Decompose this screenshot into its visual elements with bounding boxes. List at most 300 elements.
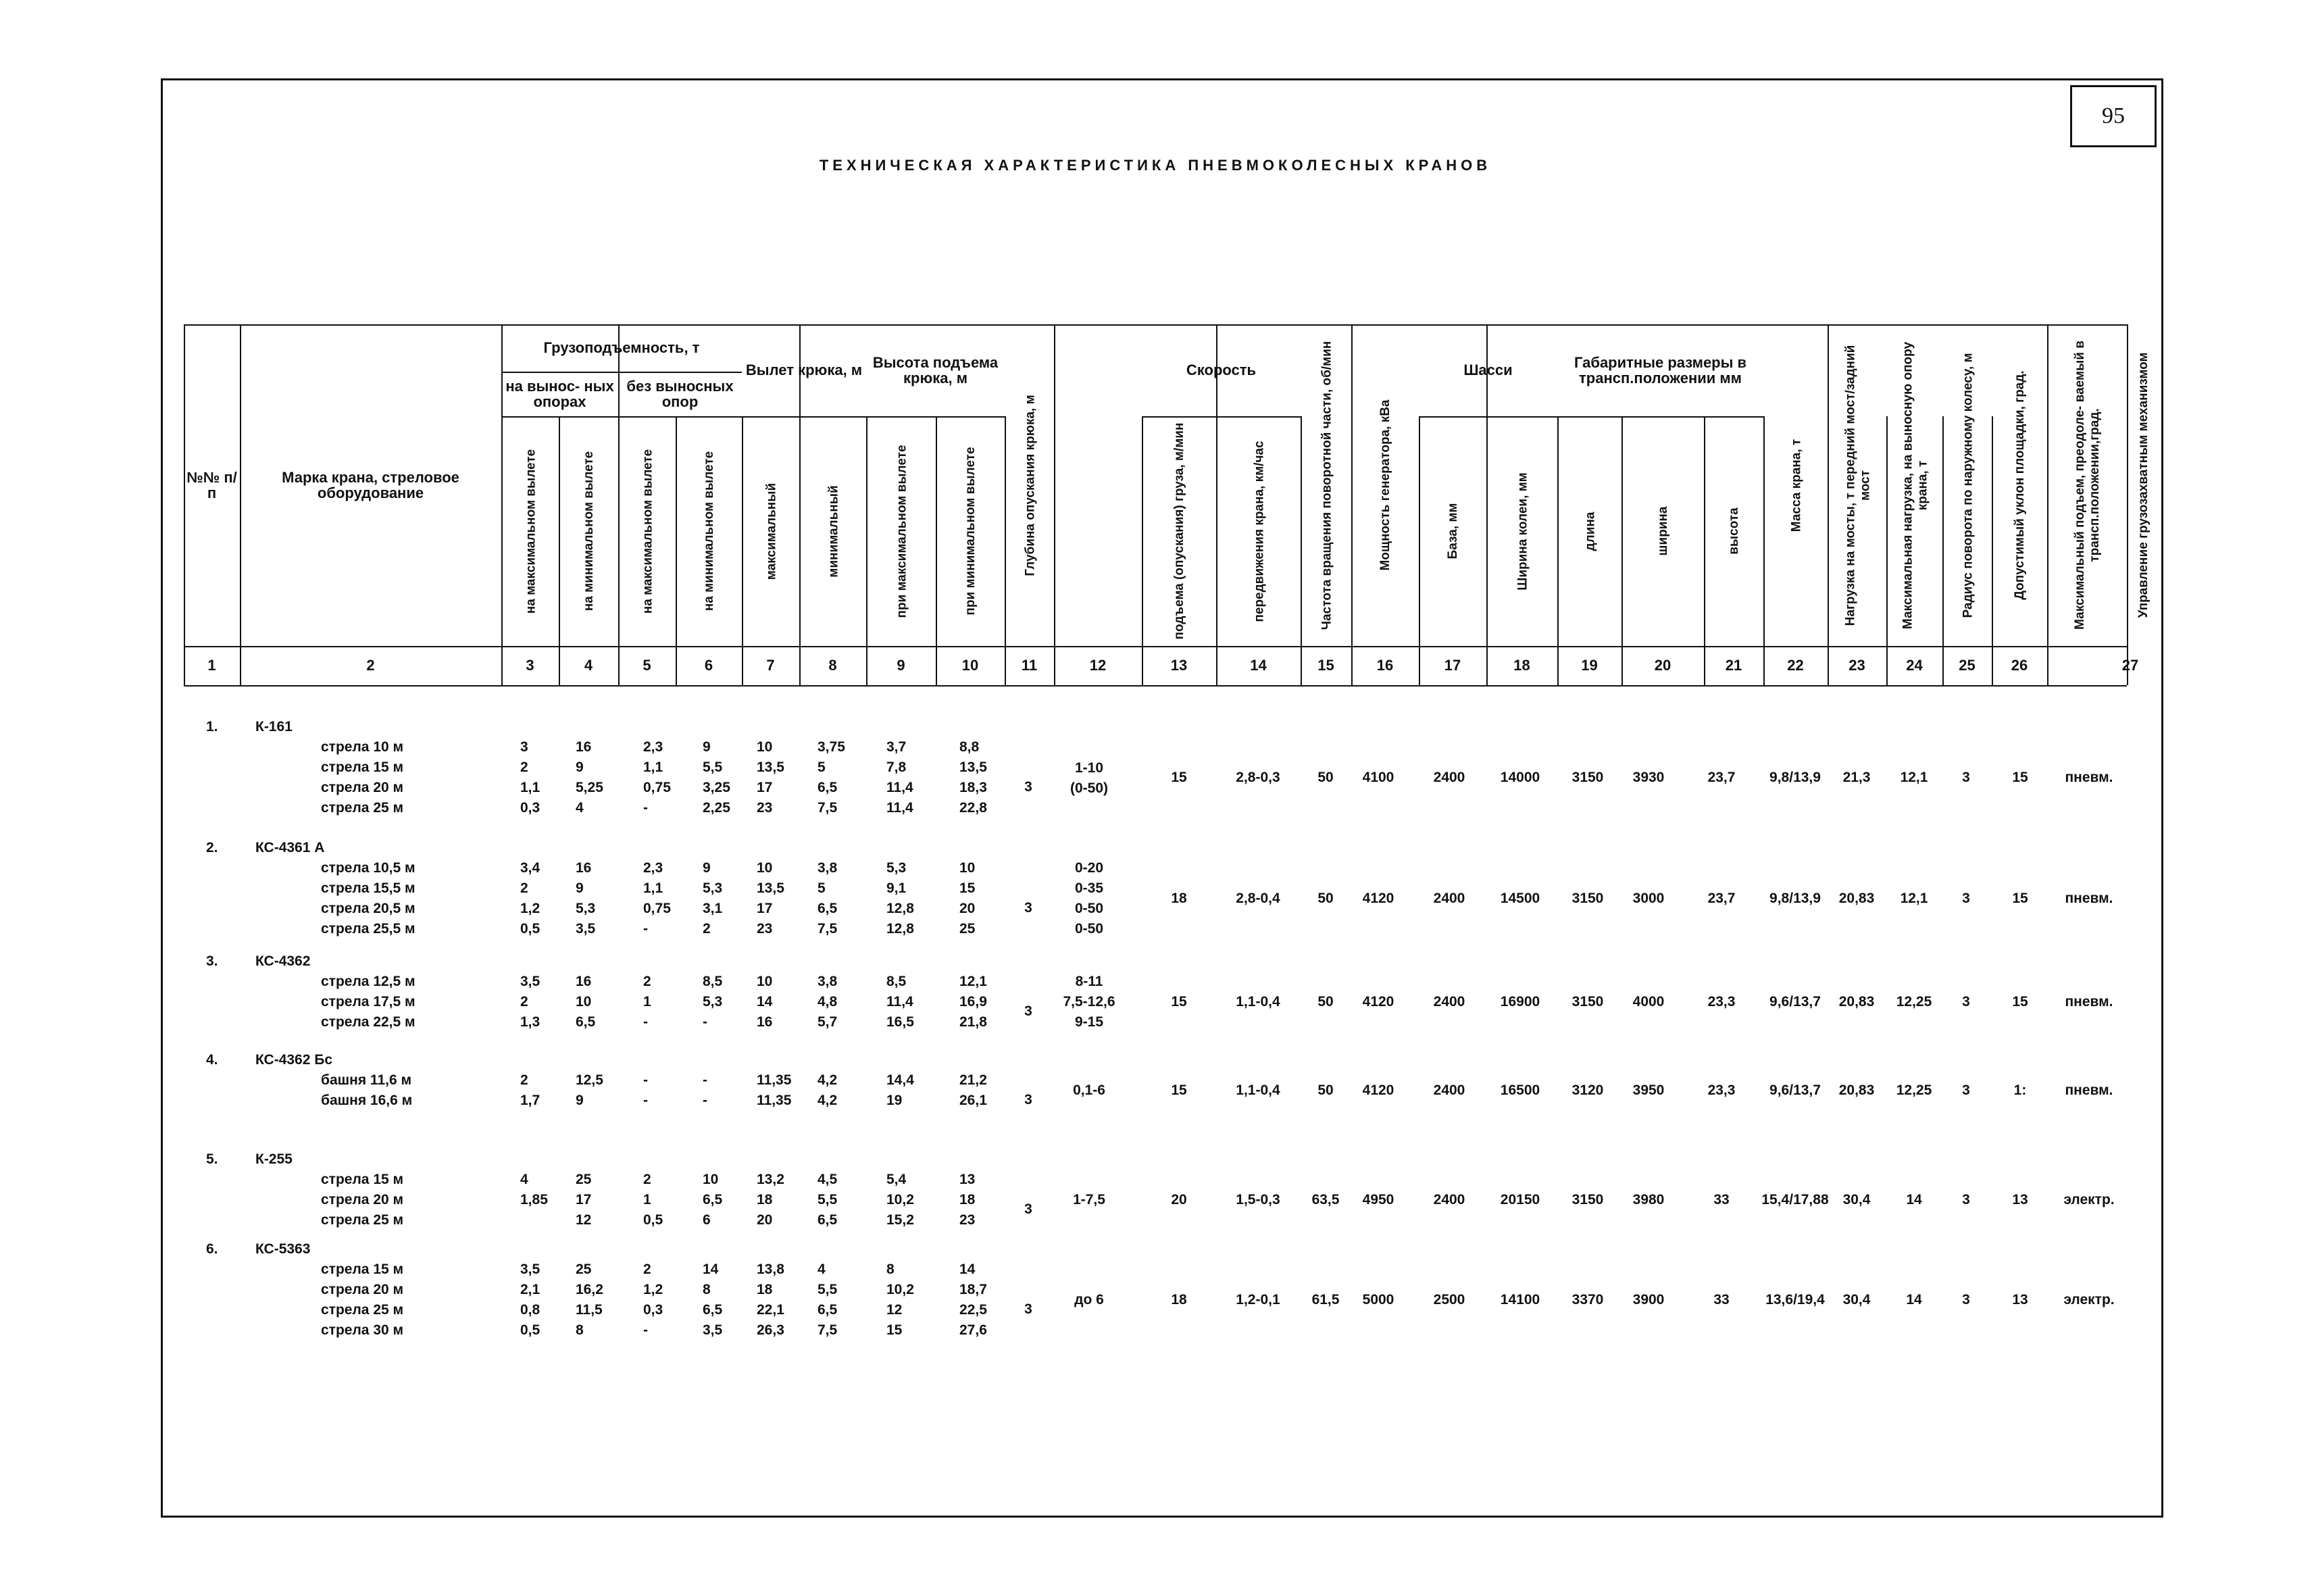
crane-model: К-255 bbox=[255, 1151, 293, 1167]
speed-bottom-line bbox=[1142, 416, 1301, 418]
boom-value: 13 bbox=[959, 1172, 976, 1187]
header-capacity: Грузоподъемность, т bbox=[543, 339, 700, 357]
boom-value: - bbox=[643, 1014, 648, 1030]
boom-value: 19 bbox=[886, 1093, 903, 1108]
boom-value: 12,8 bbox=[886, 921, 914, 937]
boom-value: - bbox=[703, 1072, 707, 1088]
boom-value: 2 bbox=[643, 1172, 651, 1187]
boom-value: 3,5 bbox=[703, 1322, 723, 1338]
boom-value: 17 bbox=[576, 1192, 592, 1207]
crane-power: 50 bbox=[1317, 891, 1334, 906]
page-number: 95 bbox=[2070, 85, 2157, 147]
boom-value: 3,8 bbox=[818, 860, 838, 876]
header-chassis: Шасси bbox=[1463, 361, 1513, 379]
header-num: №№ п/п bbox=[186, 468, 237, 501]
column-number: 14 bbox=[1250, 657, 1267, 674]
crane-rot: 2,8-0,3 bbox=[1236, 770, 1280, 785]
boom-value: 23 bbox=[959, 1212, 976, 1228]
crane-slope: 3 bbox=[1962, 770, 1970, 785]
boom-value: 13,5 bbox=[757, 759, 784, 775]
crane-outrig: 20,83 bbox=[1838, 994, 1875, 1009]
boom-value: 2 bbox=[520, 1072, 528, 1088]
boom-value: 10 bbox=[757, 739, 773, 755]
lift-speed: 0-20 bbox=[1074, 860, 1104, 876]
boom-value: 7,8 bbox=[886, 759, 907, 775]
boom-value: 4 bbox=[520, 1172, 528, 1187]
lift-speed: 7,5-12,6 bbox=[1063, 994, 1115, 1009]
boom-label: башня 16,6 м bbox=[321, 1093, 413, 1108]
crane-climb: 13 bbox=[2012, 1292, 2028, 1307]
crane-hei: 3930 bbox=[1632, 770, 1665, 785]
crane-rot: 2,8-0,4 bbox=[1236, 891, 1280, 906]
crane-axle: 9,6/13,7 bbox=[1769, 1082, 1821, 1098]
boom-value: - bbox=[643, 921, 648, 937]
crane-slope: 3 bbox=[1962, 891, 1970, 906]
crane-mass: 23,7 bbox=[1707, 891, 1736, 906]
column-number: 12 bbox=[1089, 657, 1107, 674]
crane-radius: 14 bbox=[1906, 1292, 1922, 1307]
header-c18: длина bbox=[1582, 512, 1597, 551]
boom-value: 5,3 bbox=[886, 860, 907, 876]
crane-travel: 18 bbox=[1171, 1292, 1187, 1307]
boom-value: 3,5 bbox=[520, 1262, 540, 1277]
crane-model: КС-4362 bbox=[255, 953, 311, 969]
boom-value: 10 bbox=[959, 860, 976, 876]
boom-value: - bbox=[703, 1093, 707, 1108]
header-c9: при максимальном вылете bbox=[894, 444, 909, 618]
crane-axle: 15,4/17,88 bbox=[1761, 1192, 1829, 1207]
boom-value: 11,5 bbox=[576, 1302, 603, 1318]
boom-value: 0,8 bbox=[520, 1302, 540, 1318]
boom-value: 8,5 bbox=[886, 974, 907, 989]
boom-value: 4,5 bbox=[818, 1172, 838, 1187]
crane-axle: 13,6/19,4 bbox=[1765, 1292, 1825, 1307]
header-c16: База, мм bbox=[1446, 503, 1461, 559]
column-number: 8 bbox=[828, 657, 837, 674]
header-c21: Масса крана, т bbox=[1788, 439, 1803, 532]
column-number: 15 bbox=[1317, 657, 1334, 674]
boom-value: 26,1 bbox=[959, 1093, 987, 1108]
hook-depth: 3 bbox=[1024, 779, 1032, 795]
crane-rot: 1,1-0,4 bbox=[1236, 994, 1280, 1009]
crane-rot: 1,5-0,3 bbox=[1236, 1192, 1280, 1207]
crane-number: 1. bbox=[206, 719, 218, 734]
boom-label: стрела 25 м bbox=[321, 1302, 404, 1318]
boom-value: 2 bbox=[643, 974, 651, 989]
header-lift-height: Высота подъема крюка, м bbox=[872, 353, 999, 386]
crane-base: 4100 bbox=[1362, 770, 1394, 785]
lift-speed: 1-7,5 bbox=[1073, 1192, 1105, 1207]
crane-hei: 3980 bbox=[1632, 1192, 1665, 1207]
crane-climb: 15 bbox=[2012, 891, 2028, 906]
boom-value: 2,3 bbox=[643, 860, 663, 876]
boom-value: 18 bbox=[757, 1282, 773, 1297]
crane-ctrl: пневм. bbox=[2065, 1082, 2113, 1098]
crane-wid: 3120 bbox=[1571, 1082, 1604, 1098]
crane-model: КС-5363 bbox=[255, 1241, 311, 1257]
hook-depth: 3 bbox=[1024, 1003, 1032, 1019]
crane-axle: 9,6/13,7 bbox=[1769, 994, 1821, 1009]
crane-model: КС-4362 Бс bbox=[255, 1052, 333, 1068]
lift-speed: 8-11 bbox=[1075, 974, 1103, 989]
boom-value: 15 bbox=[886, 1322, 903, 1338]
crane-number: 6. bbox=[206, 1241, 218, 1257]
crane-track: 2400 bbox=[1433, 770, 1465, 785]
column-number: 24 bbox=[1906, 657, 1923, 674]
boom-value: 5,5 bbox=[703, 759, 723, 775]
boom-value: 18,3 bbox=[959, 780, 987, 795]
crane-len: 14100 bbox=[1500, 1292, 1540, 1307]
crane-model: К-161 bbox=[255, 719, 293, 734]
crane-ctrl: пневм. bbox=[2065, 891, 2113, 906]
boom-value: 6,5 bbox=[576, 1014, 596, 1030]
boom-value: 8 bbox=[576, 1322, 584, 1338]
boom-value: 16,5 bbox=[886, 1014, 914, 1030]
header-c10: при минимальном вылете bbox=[963, 447, 978, 616]
header-c27: Управление грузозахватным механизмом bbox=[2136, 352, 2151, 618]
boom-value: 0,5 bbox=[643, 1212, 663, 1228]
crane-hei: 3950 bbox=[1632, 1082, 1665, 1098]
crane-slope: 3 bbox=[1962, 1192, 1970, 1207]
boom-value: 4,2 bbox=[818, 1072, 838, 1088]
hook-depth: 3 bbox=[1024, 1301, 1032, 1317]
boom-value: 5,5 bbox=[818, 1192, 838, 1207]
boom-label: башня 11,6 м bbox=[321, 1072, 412, 1088]
crane-mass: 33 bbox=[1713, 1192, 1730, 1207]
crane-climb: 13 bbox=[2012, 1192, 2028, 1207]
crane-wid: 3150 bbox=[1571, 1192, 1604, 1207]
boom-value: 1,85 bbox=[520, 1192, 548, 1207]
boom-value: 3,4 bbox=[520, 860, 540, 876]
header-c15: Мощность генератора, кВа bbox=[1378, 399, 1393, 571]
header-dims: Габаритные размеры в трансп.положении мм bbox=[1574, 353, 1747, 386]
lift-speed: 9-15 bbox=[1074, 1014, 1104, 1030]
boom-value: 10 bbox=[576, 994, 592, 1009]
boom-value: 8,8 bbox=[959, 739, 980, 755]
boom-value: 1,7 bbox=[520, 1093, 540, 1108]
column-number: 9 bbox=[897, 657, 905, 674]
boom-value: 25 bbox=[576, 1262, 592, 1277]
boom-value: 5 bbox=[818, 759, 826, 775]
column-number: 2 bbox=[366, 657, 375, 674]
boom-value: 16 bbox=[576, 860, 592, 876]
boom-value: 12,8 bbox=[886, 901, 914, 916]
crane-travel: 15 bbox=[1171, 770, 1187, 785]
crane-mass: 23,7 bbox=[1707, 770, 1736, 785]
boom-value: 0,3 bbox=[643, 1302, 663, 1318]
boom-value: 9,1 bbox=[886, 880, 907, 896]
boom-value: 14,4 bbox=[886, 1072, 914, 1088]
crane-outrig: 20,83 bbox=[1838, 1082, 1875, 1098]
boom-label: стрела 10 м bbox=[321, 739, 404, 755]
crane-len: 20150 bbox=[1500, 1192, 1540, 1207]
crane-base: 4120 bbox=[1362, 994, 1394, 1009]
boom-value: 2 bbox=[703, 921, 711, 937]
crane-mass: 23,3 bbox=[1707, 1082, 1736, 1098]
hook-depth: 3 bbox=[1024, 1201, 1032, 1217]
boom-value: 6,5 bbox=[818, 1302, 838, 1318]
boom-value: 13,5 bbox=[959, 759, 987, 775]
boom-value: 0,75 bbox=[643, 780, 671, 795]
boom-value: 3,7 bbox=[886, 739, 907, 755]
boom-value: 3,5 bbox=[520, 974, 540, 989]
boom-value: 21,8 bbox=[959, 1014, 987, 1030]
boom-value: 15 bbox=[959, 880, 976, 896]
boom-value: 6,5 bbox=[818, 1212, 838, 1228]
crane-outrig: 30,4 bbox=[1842, 1292, 1871, 1307]
boom-label: стрела 20 м bbox=[321, 780, 404, 795]
crane-ctrl: пневм. bbox=[2065, 770, 2113, 785]
boom-value: 10,2 bbox=[886, 1192, 914, 1207]
crane-track: 2400 bbox=[1433, 891, 1465, 906]
column-number: 5 bbox=[643, 657, 651, 674]
boom-label: стрела 30 м bbox=[321, 1322, 404, 1338]
header-c24: Радиус поворота по наружному колесу, м bbox=[1960, 352, 1975, 618]
boom-value: 4,8 bbox=[818, 994, 838, 1009]
boom-value: 1,3 bbox=[520, 1014, 540, 1030]
boom-value: 12 bbox=[886, 1302, 903, 1318]
column-number: 3 bbox=[526, 657, 534, 674]
crane-power: 50 bbox=[1317, 1082, 1334, 1098]
boom-value: 7,5 bbox=[818, 800, 838, 816]
column-number: 26 bbox=[2011, 657, 2028, 674]
boom-value: 11,4 bbox=[886, 800, 913, 816]
boom-value: 3,5 bbox=[576, 921, 596, 937]
boom-value: 15,2 bbox=[886, 1212, 914, 1228]
boom-value: 26,3 bbox=[757, 1322, 784, 1338]
crane-base: 5000 bbox=[1362, 1292, 1394, 1307]
boom-value: 0,5 bbox=[520, 1322, 540, 1338]
crane-outrig: 20,83 bbox=[1838, 891, 1875, 906]
column-number: 21 bbox=[1725, 657, 1742, 674]
lift-speed: 0,1-6 bbox=[1073, 1082, 1105, 1098]
boom-value: 9 bbox=[703, 739, 711, 755]
crane-power: 50 bbox=[1317, 770, 1334, 785]
column-number: 1 bbox=[207, 657, 216, 674]
hook-depth: 3 bbox=[1024, 900, 1032, 916]
boom-value: 7,5 bbox=[818, 921, 838, 937]
boom-value: 5,25 bbox=[576, 780, 603, 795]
crane-power: 50 bbox=[1317, 994, 1334, 1009]
crane-slope: 3 bbox=[1962, 1082, 1970, 1098]
crane-ctrl: электр. bbox=[2063, 1292, 2115, 1307]
crane-power: 61,5 bbox=[1311, 1292, 1340, 1307]
lift-speed: (0-50) bbox=[1070, 780, 1109, 796]
crane-radius: 12,1 bbox=[1900, 770, 1928, 785]
boom-value: 6,5 bbox=[818, 901, 838, 916]
crane-radius: 12,25 bbox=[1896, 1082, 1932, 1098]
boom-value: 20 bbox=[959, 901, 976, 916]
boom-value: 5,3 bbox=[703, 994, 723, 1009]
lift-speed: 0-50 bbox=[1074, 901, 1104, 916]
column-number: 22 bbox=[1787, 657, 1804, 674]
crane-radius: 12,1 bbox=[1900, 891, 1928, 906]
boom-value: 13,5 bbox=[757, 880, 784, 896]
lift-speed: 1-10 bbox=[1074, 760, 1104, 776]
crane-hei: 3900 bbox=[1632, 1292, 1665, 1307]
boom-value: 16,9 bbox=[959, 994, 987, 1009]
header-with-outriggers: на вынос- ных опорах bbox=[505, 377, 614, 410]
boom-value: 0,3 bbox=[520, 800, 540, 816]
boom-label: стрела 15 м bbox=[321, 759, 404, 775]
boom-value: 1 bbox=[643, 994, 651, 1009]
header-c22: Нагрузка на мосты, т передний мост/задний мост bbox=[1842, 345, 1872, 626]
boom-value: 14 bbox=[757, 994, 773, 1009]
boom-value: 25 bbox=[959, 921, 976, 937]
boom-value: 16,2 bbox=[576, 1282, 603, 1297]
boom-value: 8,5 bbox=[703, 974, 723, 989]
boom-value: 12,1 bbox=[959, 974, 987, 989]
crane-len: 16500 bbox=[1500, 1082, 1540, 1098]
boom-value: 0,75 bbox=[643, 901, 671, 916]
crane-ctrl: электр. bbox=[2063, 1192, 2115, 1207]
boom-label: стрела 12,5 м bbox=[321, 974, 416, 989]
crane-number: 4. bbox=[206, 1052, 218, 1068]
crane-climb: 1: bbox=[2013, 1082, 2027, 1098]
boom-value: 3,8 bbox=[818, 974, 838, 989]
crane-track: 2400 bbox=[1433, 1082, 1465, 1098]
boom-value: 10 bbox=[757, 974, 773, 989]
header-c11: Глубина опускания крюка, м bbox=[1022, 394, 1037, 576]
crane-base: 4120 bbox=[1362, 1082, 1394, 1098]
column-number: 20 bbox=[1654, 657, 1671, 674]
boom-value: 1 bbox=[643, 1192, 651, 1207]
boom-value: 8 bbox=[886, 1262, 895, 1277]
boom-value: 14 bbox=[959, 1262, 976, 1277]
boom-label: стрела 25,5 м bbox=[321, 921, 416, 937]
boom-value: 5,7 bbox=[818, 1014, 838, 1030]
hook-depth: 3 bbox=[1024, 1092, 1032, 1107]
boom-value: 11,4 bbox=[886, 994, 913, 1009]
header-c17: Ширина колеи, мм bbox=[1515, 472, 1530, 591]
header-c26: Максимальный подъем, преодоле- ваемый в трансп.положении,град. bbox=[2073, 341, 2102, 630]
crane-track: 2400 bbox=[1433, 994, 1465, 1009]
page-title: ТЕХНИЧЕСКАЯ ХАРАКТЕРИСТИКА ПНЕВМОКОЛЕСНЫХ КРАНОВ bbox=[819, 157, 1492, 174]
boom-value: 5 bbox=[818, 880, 826, 896]
boom-value: 0,5 bbox=[520, 921, 540, 937]
boom-value: 17 bbox=[757, 780, 773, 795]
header-c7: максимальный bbox=[763, 482, 778, 580]
crane-number: 2. bbox=[206, 840, 218, 855]
column-number: 13 bbox=[1170, 657, 1188, 674]
crane-wid: 3370 bbox=[1571, 1292, 1604, 1307]
boom-value: 5,3 bbox=[703, 880, 723, 896]
crane-track: 2400 bbox=[1433, 1192, 1465, 1207]
boom-value: 3,1 bbox=[703, 901, 723, 916]
header-c3: на максимальном вылете bbox=[523, 449, 538, 614]
boom-value: 27,6 bbox=[959, 1322, 987, 1338]
boom-value: 6 bbox=[703, 1212, 711, 1228]
boom-value: 11,35 bbox=[757, 1072, 792, 1088]
header-c4: на минимальном вылете bbox=[582, 451, 597, 612]
boom-value: 4,2 bbox=[818, 1093, 838, 1108]
boom-value: - bbox=[703, 1014, 707, 1030]
chassis-bottom-line bbox=[1419, 416, 1557, 418]
boom-value: 5,4 bbox=[886, 1172, 907, 1187]
boom-value: 1,2 bbox=[643, 1282, 663, 1297]
boom-label: стрела 20 м bbox=[321, 1282, 404, 1297]
crane-climb: 15 bbox=[2012, 770, 2028, 785]
column-number: 25 bbox=[1959, 657, 1976, 674]
crane-mass: 23,3 bbox=[1707, 994, 1736, 1009]
boom-label: стрела 17,5 м bbox=[321, 994, 416, 1009]
boom-value: 18 bbox=[757, 1192, 773, 1207]
column-number: 19 bbox=[1581, 657, 1598, 674]
column-number: 27 bbox=[2121, 657, 2139, 674]
boom-value: 9 bbox=[576, 880, 584, 896]
crane-climb: 15 bbox=[2012, 994, 2028, 1009]
boom-value: 5,5 bbox=[818, 1282, 838, 1297]
boom-value: 12,5 bbox=[576, 1072, 603, 1088]
boom-value: 11,4 bbox=[886, 780, 913, 795]
crane-rot: 1,1-0,4 bbox=[1236, 1082, 1280, 1098]
crane-wid: 3150 bbox=[1571, 891, 1604, 906]
boom-label: стрела 20,5 м bbox=[321, 901, 416, 916]
boom-value: 1,2 bbox=[520, 901, 540, 916]
boom-label: стрела 15 м bbox=[321, 1172, 404, 1187]
boom-value: 1,1 bbox=[643, 759, 663, 775]
column-number: 17 bbox=[1444, 657, 1461, 674]
crane-travel: 15 bbox=[1171, 994, 1187, 1009]
crane-base: 4120 bbox=[1362, 891, 1394, 906]
crane-number: 5. bbox=[206, 1151, 218, 1167]
crane-wid: 3150 bbox=[1571, 770, 1604, 785]
boom-value: 13,2 bbox=[757, 1172, 784, 1187]
boom-value: - bbox=[643, 1093, 648, 1108]
crane-axle: 9,8/13,9 bbox=[1769, 770, 1821, 785]
crane-rot: 1,2-0,1 bbox=[1236, 1292, 1280, 1307]
crane-power: 63,5 bbox=[1311, 1192, 1340, 1207]
boom-value: 11,35 bbox=[757, 1093, 792, 1108]
boom-value: 16 bbox=[576, 974, 592, 989]
boom-value: 18,7 bbox=[959, 1282, 987, 1297]
dims-bottom-line bbox=[1557, 416, 1763, 418]
crane-model: КС-4361 А bbox=[255, 840, 325, 855]
boom-value: 9 bbox=[576, 1093, 584, 1108]
group-bottom-line bbox=[501, 416, 1005, 418]
header-c6: на минимальном вылете bbox=[702, 451, 717, 612]
crane-slope: 3 bbox=[1962, 1292, 1970, 1307]
column-number: 23 bbox=[1848, 657, 1865, 674]
boom-value: 9 bbox=[703, 860, 711, 876]
lift-speed: 0-50 bbox=[1074, 921, 1104, 937]
boom-value: 25 bbox=[576, 1172, 592, 1187]
boom-value: 1,1 bbox=[520, 780, 540, 795]
column-number: 16 bbox=[1376, 657, 1394, 674]
boom-label: стрела 15 м bbox=[321, 1262, 404, 1277]
boom-label: стрела 25 м bbox=[321, 1212, 404, 1228]
boom-value: 3,75 bbox=[818, 739, 845, 755]
boom-value: 22,5 bbox=[959, 1302, 987, 1318]
crane-wid: 3150 bbox=[1571, 994, 1604, 1009]
boom-value: 2 bbox=[520, 759, 528, 775]
boom-value: 7,5 bbox=[818, 1322, 838, 1338]
header-speed: Скорость bbox=[1186, 361, 1257, 379]
boom-value: 16 bbox=[757, 1014, 773, 1030]
boom-label: стрела 20 м bbox=[321, 1192, 404, 1207]
boom-value: 8 bbox=[703, 1282, 711, 1297]
boom-value: 10 bbox=[703, 1172, 719, 1187]
crane-track: 2500 bbox=[1433, 1292, 1465, 1307]
boom-value: 9 bbox=[576, 759, 584, 775]
header-c25: Допустимый уклон площадки, град. bbox=[2013, 370, 2028, 600]
crane-outrig: 30,4 bbox=[1842, 1192, 1871, 1207]
crane-radius: 14 bbox=[1906, 1192, 1922, 1207]
crane-mass: 33 bbox=[1713, 1292, 1730, 1307]
boom-value: 2,3 bbox=[643, 739, 663, 755]
column-number: 7 bbox=[766, 657, 775, 674]
crane-base: 4950 bbox=[1362, 1192, 1394, 1207]
